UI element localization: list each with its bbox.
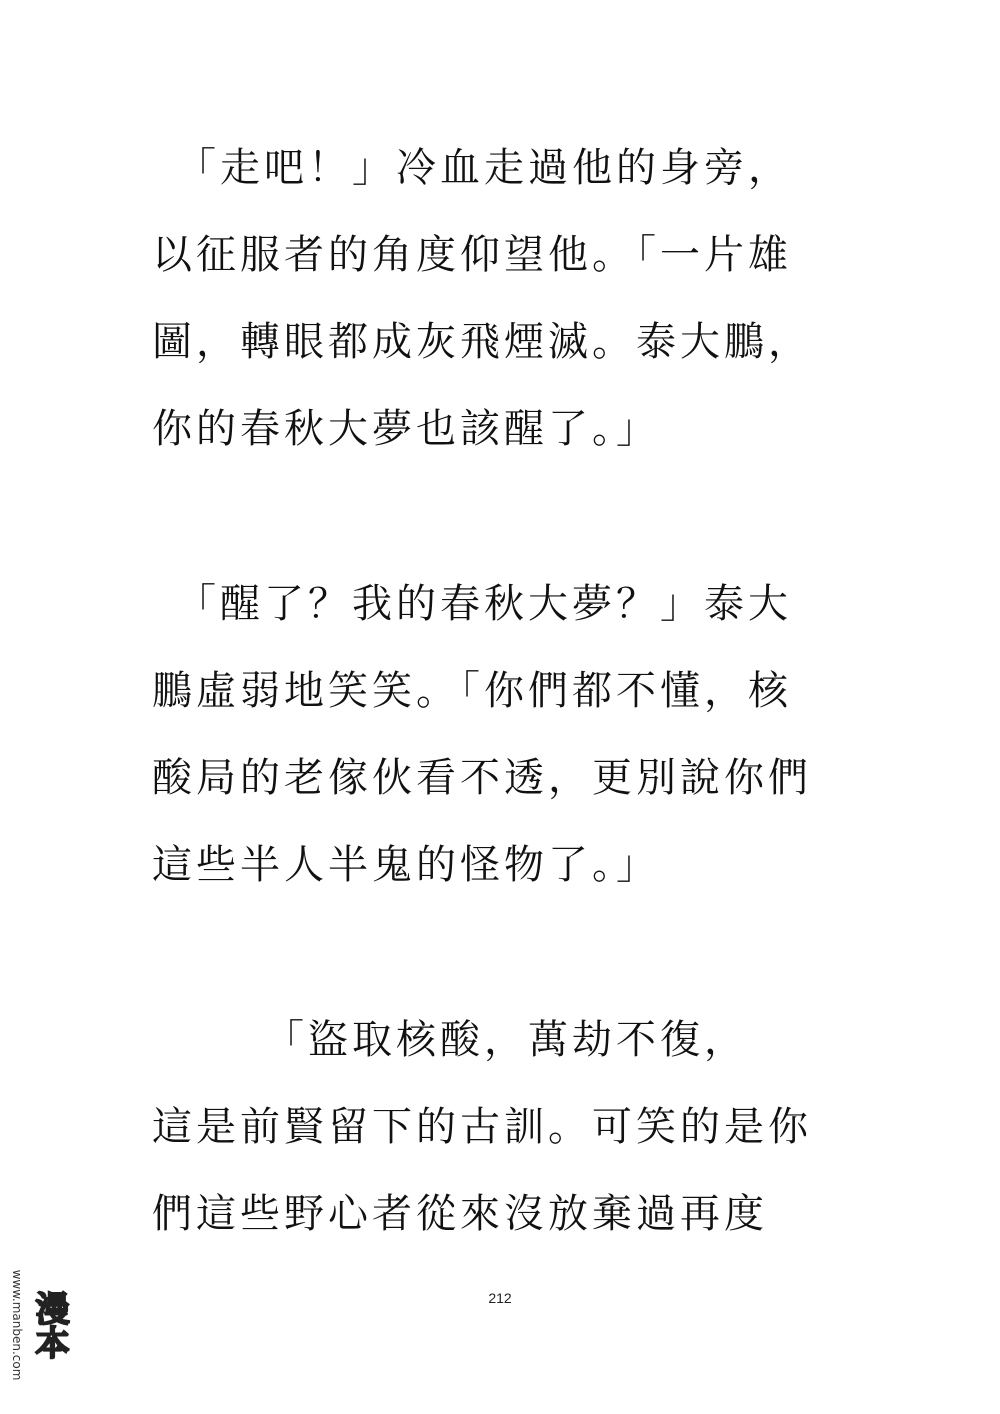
- paragraph-2: [152, 561, 872, 909]
- text-line: 這是前賢留下的古訓。可笑的是你: [152, 1104, 812, 1150]
- watermark: [6, 1245, 68, 1405]
- text-line: 「醒了？我的春秋大夢？」泰大: [152, 581, 792, 627]
- body-text: [152, 125, 872, 1258]
- text-line: 「走吧！」冷血走過他的身旁，: [152, 145, 792, 191]
- text-line: 圖，轉眼都成灰飛煙滅。泰大鵬，: [152, 319, 812, 365]
- text-line: 這些半人半鬼的怪物了。」: [152, 842, 660, 888]
- paragraph-1: [152, 125, 872, 473]
- text-line: 以征服者的角度仰望他。「一片雄: [152, 232, 792, 278]
- paragraph-spacer: [152, 473, 872, 561]
- text-line: 們這些野心者從來沒放棄過再度: [152, 1191, 768, 1237]
- paragraph-spacer: [152, 909, 872, 997]
- text-line: 你的春秋大夢也該醒了。」: [152, 406, 660, 452]
- page-number: 212: [488, 1290, 512, 1306]
- watermark-logo: 漫本: [29, 1291, 69, 1359]
- text-line: 鵬虛弱地笑笑。「你們都不懂，核: [152, 668, 792, 714]
- text-line: 酸局的老傢伙看不透，更別說你們: [152, 755, 812, 801]
- watermark-url-text: www.manben.com: [10, 1269, 24, 1381]
- paragraph-3: [152, 997, 872, 1258]
- watermark-url: [6, 1245, 28, 1405]
- text-line: 「盜取核酸，萬劫不復，: [152, 1017, 748, 1063]
